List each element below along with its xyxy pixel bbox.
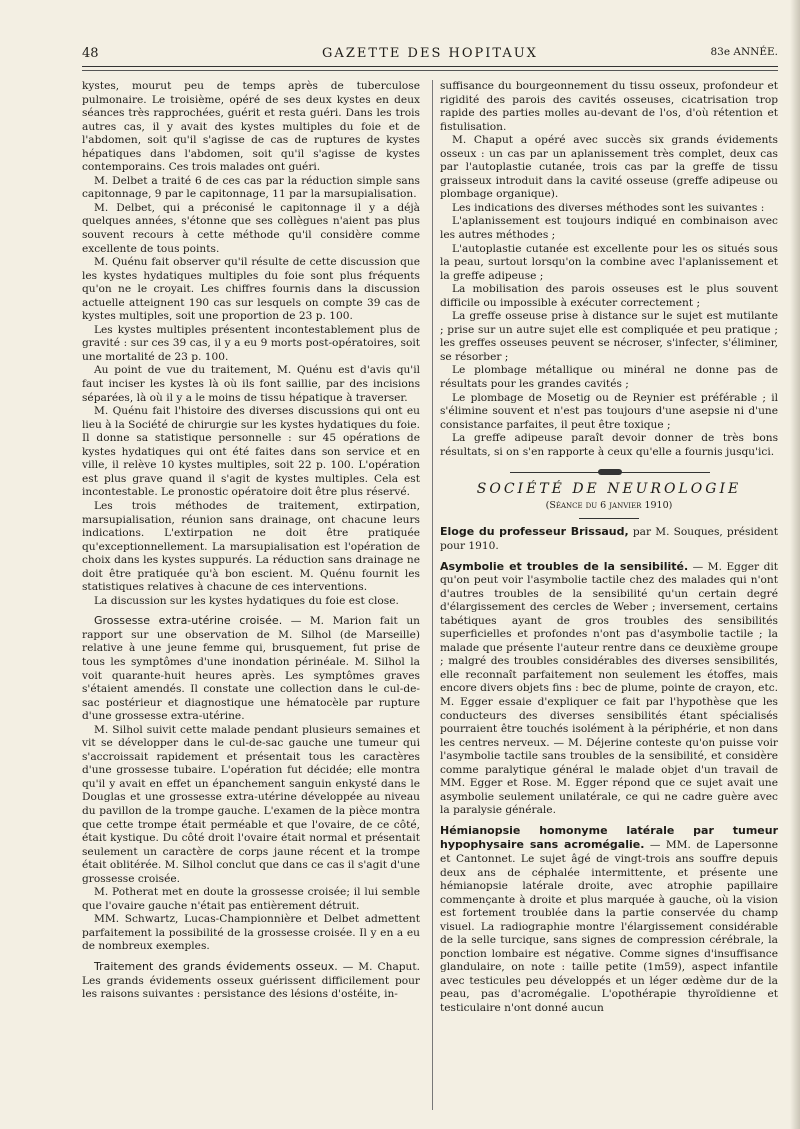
section-lead: — M. Egger dit qu'on peut voir l'asymbolie tactile chez des malades qui n'ont d'autres troubles de la sensibilité qu'un certain degré d'élargissement des cercles de Weber ; inversement, certains tabétiques ayant de gros troubles des sensibilités superficielles et profondes n'ont pas d'asymbolie tactile ; la malade que présente l'auteur rentre dans ce deuxième groupe ; malgré des troubles considérables des diverses sensibilités, elle reconnaît parfaitement non seulement les étoffes, mais encore divers objets fins : bec de plume, pointe de crayon, etc. M. Egger essaie d'expliquer ce fait par l'hypothèse que les conducteurs des diverses sensibilités étant spécialisés pourraient être touchés isolément à la périphérie, et non dans les centres nerveux. — M. Déjerine conteste qu'on puisse voir l'asymbolie tactile sans troubles de la sensibilité, et considère comme paralytique général le malade objet d'un travail de MM. Egger et Rose. M. Egger répond que ce sujet avait une asymbolie seulement unilatérale, ce qui ne cadre guère avec la paralysie générale. <box>440 560 778 817</box>
ornament-center <box>598 469 622 475</box>
paragraph: Le plombage de Mosetig ou de Reynier est préférable ; il s'élimine souvent et n'est pas toujours d'une asepsie ni d'une consistance parfaites, il peut être toxique ; <box>440 391 778 431</box>
column-divider <box>432 80 433 1110</box>
section-lead: — M. Chaput. Les grands évidements osseux guérissent difficilement pour les raisons suivantes : persistance des lésions d'ostéite, in- <box>82 961 420 1001</box>
year-label: 83e ANNÉE. <box>710 46 778 58</box>
paragraph: M. Delbet, qui a préconisé le capitonnage il y a déjà quelques années, s'étonne que ses collègues n'aient pas plus souvent recours à cette méthode qu'il considère comme excellente de tous points. <box>82 201 420 255</box>
paragraph: Le plombage métallique ou minéral ne donne pas de résultats pour les grandes cavités ; <box>440 364 778 391</box>
paragraph: suffisance du bourgeonnement du tissu osseux, profondeur et rigidité des parois des cavités osseuses, cicatrisation trop rapide des parties molles au-devant de l'os, d'où rétention et fistulisation. <box>440 80 778 133</box>
section-lead: — M. Marion fait un rapport sur une observation de M. Silhol (de Marseille) relative à une jeune femme qui, brusquement, fut prise de tous les symptômes d'une inondation périnéale. M. Silhol la voit quarante-huit heures après. Les symptômes graves s'étaient amendés. Il constate une collection dans le cul-de-sac postérieur et diagnostique une hématocèle par rupture d'une grossesse extra-utérine. <box>82 615 420 723</box>
journal-title: GAZETTE DES HOPITAUX <box>322 46 538 61</box>
section-grossesse <box>82 614 420 723</box>
paragraph: L'aplanissement est toujours indiqué en combinaison avec les autres méthodes ; <box>440 215 778 242</box>
paragraph: La discussion sur les kystes hydatiques du foie est close. <box>94 594 399 607</box>
header-rule-thick <box>82 66 778 67</box>
paragraph: M. Delbet a traité 6 de ces cas par la réduction simple sans capitonnage, 9 par le capitonnage, 11 par la marsupialisation. <box>82 174 420 201</box>
section-lead: — MM. de Lapersonne et Cantonnet. Le sujet âgé de vingt-trois ans souffre depuis deux ans de céphalée intermittente, et présente une hémianopsie latérale droite, avec atrophie papillaire commençante à droite et plus marquée à gauche, où la vision est fortement troublée dans la partie conservée du champ visuel. La radiographie montre l'élargissement considérable de la selle turcique, sans signes de compression cérébrale, la ponction lombaire est négative. Comme signes d'insuffisance glandulaire, on note : taille petite (1m59), aspect infantile avec testicules peu développés et un léger œdème dur de la peau, pas d'acromégalie. L'opothérapie thyroïdienne et testiculaire n'ont donné aucun <box>440 839 778 1014</box>
society-rule <box>579 518 639 519</box>
paragraph: M. Quénu fait observer qu'il résulte de cette discussion que les kystes hydatiques multiples du foie sont plus fréquents qu'on ne le croyait. Les chiffres fournis dans la discussion actuelle atteignent 190 cas sur lesquels on compte 39 cas de kystes multiples, soit une proportion de 23 p. 100. <box>82 256 420 323</box>
section-ornament <box>440 467 778 477</box>
section-heading: Asymbolie et troubles de la sensibilité. <box>440 559 689 573</box>
paragraph: La greffe adipeuse paraît devoir donner de très bons résultats, si on s'en rapporte à ceux qu'elle a fournis jusqu'ici. <box>440 432 778 458</box>
paragraph: Les indications des diverses méthodes sont les suivantes : <box>452 201 765 214</box>
society-title: SOCIÉTÉ DE NEUROLOGIE <box>476 481 742 498</box>
section-heading: Eloge du professeur Brissaud, <box>440 525 629 539</box>
page-number: 48 <box>82 46 99 61</box>
section-heading: Hémianopsie homonyme latérale par tumeur hypophysaire sans acromégalie. <box>440 823 778 852</box>
paragraph: M. Silhol suivit cette malade pendant plusieurs semaines et vit se développer dans le cul-de-sac gauche une tumeur qui s'accroissait rapidement et présentait tous les caractères d'une grossesse tubaire. L'opération fut décidée; elle montra qu'il y avait en effet un épanchement sanguin enkysté dans le Douglas et une grossesse extra-utérine développée au niveau du pavillon de la trompe gauche. L'examen de la pièce montra que cette trompe était perméable et que l'ovaire, de ce côté, était kystique. Du côté droit l'ovaire était normal et présentait seulement un caractère de corps jaune récent et la trompe était oblitérée. M. Silhol conclut que dans ce cas il s'agit d'une grossesse croisée. <box>82 723 420 885</box>
paragraph: Les trois méthodes de traitement, extirpation, marsupialisation, réunion sans drainage, ont chacune leurs indications. L'extirpation ne doit être pratiquée qu'exceptionnellement. La marsupialisation est l'opération de choix dans les kystes suppurés. La réduction sans drainage ne doit être pratiquée qu'à bon escient. M. Quénu fournit les statistiques relatives à chacune de ces interventions. <box>82 499 420 594</box>
section-eloge <box>440 525 778 553</box>
paragraph: M. Chaput a opéré avec succès six grands évidements osseux : un cas par un aplanissement très complet, deux cas par l'autoplastie cutanée, trois cas par la greffe de tissu graisseux introduit dans la cavité osseuse (greffe adipeuse ou plombage organique). <box>440 134 778 201</box>
section-asymbolie <box>440 560 778 818</box>
paragraph: kystes, mourut peu de temps après de tuberculose pulmonaire. Le troisième, opéré de ses deux kystes en deux séances très rapprochées, guérit et resta guéri. Dans les trois autres cas, il y avait des kystes multiples du foie et de l'abdomen, soit qu'il s'agisse de cas de ruptures de kystes hépatiques dans l'abdomen, soit qu'il s'agisse de kystes contemporains. Ces trois malades ont guéri. <box>82 80 420 174</box>
section-hemianopsie <box>440 824 778 1016</box>
section-heading: Traitement des grands évidements osseux. <box>94 960 338 973</box>
section-lead: par M. Souques, président pour 1910. <box>440 526 778 552</box>
paragraph: MM. Schwartz, Lucas-Championnière et Delbet admettent parfaitement la possibilité de la grossesse croisée. Il y en a eu de nombreux exemples. <box>82 913 420 953</box>
left-column <box>82 80 420 1002</box>
right-column <box>440 80 778 1016</box>
section-evidements <box>82 960 420 1002</box>
paragraph: Les kystes multiples présentent incontestablement plus de gravité : sur ces 39 cas, il y a eu 9 morts post-opératoires, soit une mortalité de 23 p. 100. <box>82 323 420 363</box>
society-session: (Séance du 6 janvier 1910) <box>545 499 673 511</box>
paragraph: M. Quénu fait l'histoire des diverses discussions qui ont eu lieu à la Société de chirurgie sur les kystes hydatiques du foie. Il donne sa statistique personnelle : sur 45 opérations de kystes hydatiques qui ont été faites dans son service et en ville, il relève 10 kystes multiples, soit 22 p. 100. L'opération est plus grave quand il s'agit de kystes multiples. Cela est incontestable. Le pronostic opératoire doit être plus réservé. <box>82 405 420 499</box>
header-rule-thin <box>82 70 778 71</box>
paragraph: La mobilisation des parois osseuses est le plus souvent difficile ou impossible à exécuter correctement ; <box>440 283 778 309</box>
section-heading: Grossesse extra-utérine croisée. <box>94 614 283 628</box>
paragraph: Au point de vue du traitement, M. Quénu est d'avis qu'il faut inciser les kystes là où ils font saillie, par des incisions séparées, là où il y a le moins de tissu hépatique à traverser. <box>82 364 420 404</box>
paragraph: M. Potherat met en doute la grossesse croisée; il lui semble que l'ovaire gauche n'était pas entièrement détruit. <box>82 886 420 912</box>
page-edge-shadow <box>790 0 800 1129</box>
paragraph: La greffe osseuse prise à distance sur le sujet est mutilante ; prise sur un autre sujet elle est compliquée et peu pratique ; les greffes osseuses peuvent se nécroser, s'infecter, s'éliminer, se résorber ; <box>440 310 778 363</box>
running-head <box>82 44 778 64</box>
paragraph: L'autoplastie cutanée est excellente pour les os situés sous la peau, surtout lorsqu'on la combine avec l'aplanissement et la greffe adipeuse ; <box>440 242 778 282</box>
